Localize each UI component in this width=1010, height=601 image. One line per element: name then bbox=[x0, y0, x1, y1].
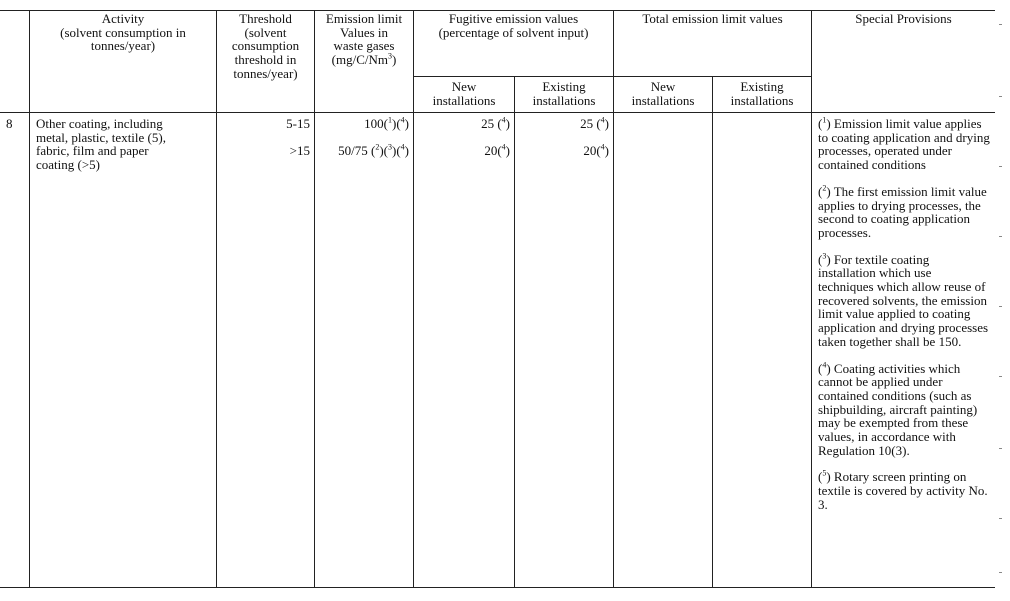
margin-tick bbox=[999, 448, 1002, 449]
provision-note: ($^2$) The first emission limit value applies to drying processes, the second to coating application processes. bbox=[818, 183, 987, 240]
margin-tick bbox=[999, 572, 1002, 573]
margin-tick bbox=[999, 376, 1002, 377]
col-divider bbox=[216, 10, 217, 588]
header-bottom-rule bbox=[0, 112, 995, 113]
unit-line: (mg/C/Nm$^3$) bbox=[331, 51, 397, 68]
fugitive-new-value: 25 ($^4$) bbox=[481, 115, 510, 131]
table-bottom-rule bbox=[0, 587, 995, 588]
header-emission-limit: Emission limit Values in waste gases (mg/C/Nm$^3$) bbox=[315, 12, 413, 67]
special-provisions bbox=[818, 117, 990, 525]
header-activity: Activity (solvent consumption in tonnes/year) bbox=[60, 11, 186, 54]
provision-note: ($^1$) Emission limit value applies to coating application and drying processes, operated under contained conditions bbox=[818, 115, 990, 173]
fugitive-existing-value: 25 ($^4$) bbox=[580, 115, 609, 131]
fugitive-existing-value: 20($^4$) bbox=[583, 142, 609, 158]
margin-tick bbox=[999, 166, 1002, 167]
margin-tick bbox=[999, 518, 1002, 519]
fugitive-new-value: 20($^4$) bbox=[484, 142, 510, 158]
provision-note: ($^3$) For textile coating installation which use techniques which allow reuse of recovered solvents, the emission limit value applied to coating application and drying processes taken together shall be 150. bbox=[818, 251, 989, 349]
header-threshold: Threshold (solvent consumption threshold in tonnes/year) bbox=[231, 11, 300, 81]
margin-tick bbox=[999, 306, 1002, 307]
col-divider bbox=[712, 76, 713, 588]
header-fugitive: Fugitive emission values (percentage of solvent input) bbox=[438, 11, 589, 40]
emission-limit-value: 100($^1$)($^4$) bbox=[364, 115, 409, 131]
subheader-fugitive-existing: Existing installations bbox=[532, 79, 596, 108]
header-total: Total emission limit values bbox=[642, 11, 783, 26]
activity-description: Other coating, including metal, plastic, textile (5), fabric, film and paper coating (>5) bbox=[36, 116, 166, 173]
header-special-provisions: Special Provisions bbox=[855, 11, 952, 26]
col-divider bbox=[29, 10, 30, 588]
col-divider bbox=[314, 10, 315, 588]
col-divider bbox=[811, 10, 812, 588]
provision-note: ($^5$) Rotary screen printing on textile is covered by activity No. 3. bbox=[818, 469, 988, 512]
subheader-fugitive-new: New installations bbox=[432, 79, 496, 108]
subheader-total-new: New installations bbox=[631, 79, 695, 108]
margin-tick bbox=[999, 24, 1002, 25]
margin-tick bbox=[999, 236, 1002, 237]
subheader-total-existing: Existing installations bbox=[730, 79, 794, 108]
provision-note: ($^4$) Coating activities which cannot be applied under contained conditions (such as shipbuilding, aircraft painting) may be exempted from these values, in accordance with Regulation 10(3). bbox=[818, 360, 978, 458]
row-number: 8 bbox=[6, 116, 13, 131]
threshold-value: >15 bbox=[289, 143, 310, 158]
threshold-value: 5-15 bbox=[286, 116, 310, 131]
subheader-rule bbox=[413, 76, 811, 77]
emission-limit-value: 50/75 ($^2$)($^3$)($^4$) bbox=[338, 142, 409, 158]
margin-tick bbox=[999, 96, 1002, 97]
